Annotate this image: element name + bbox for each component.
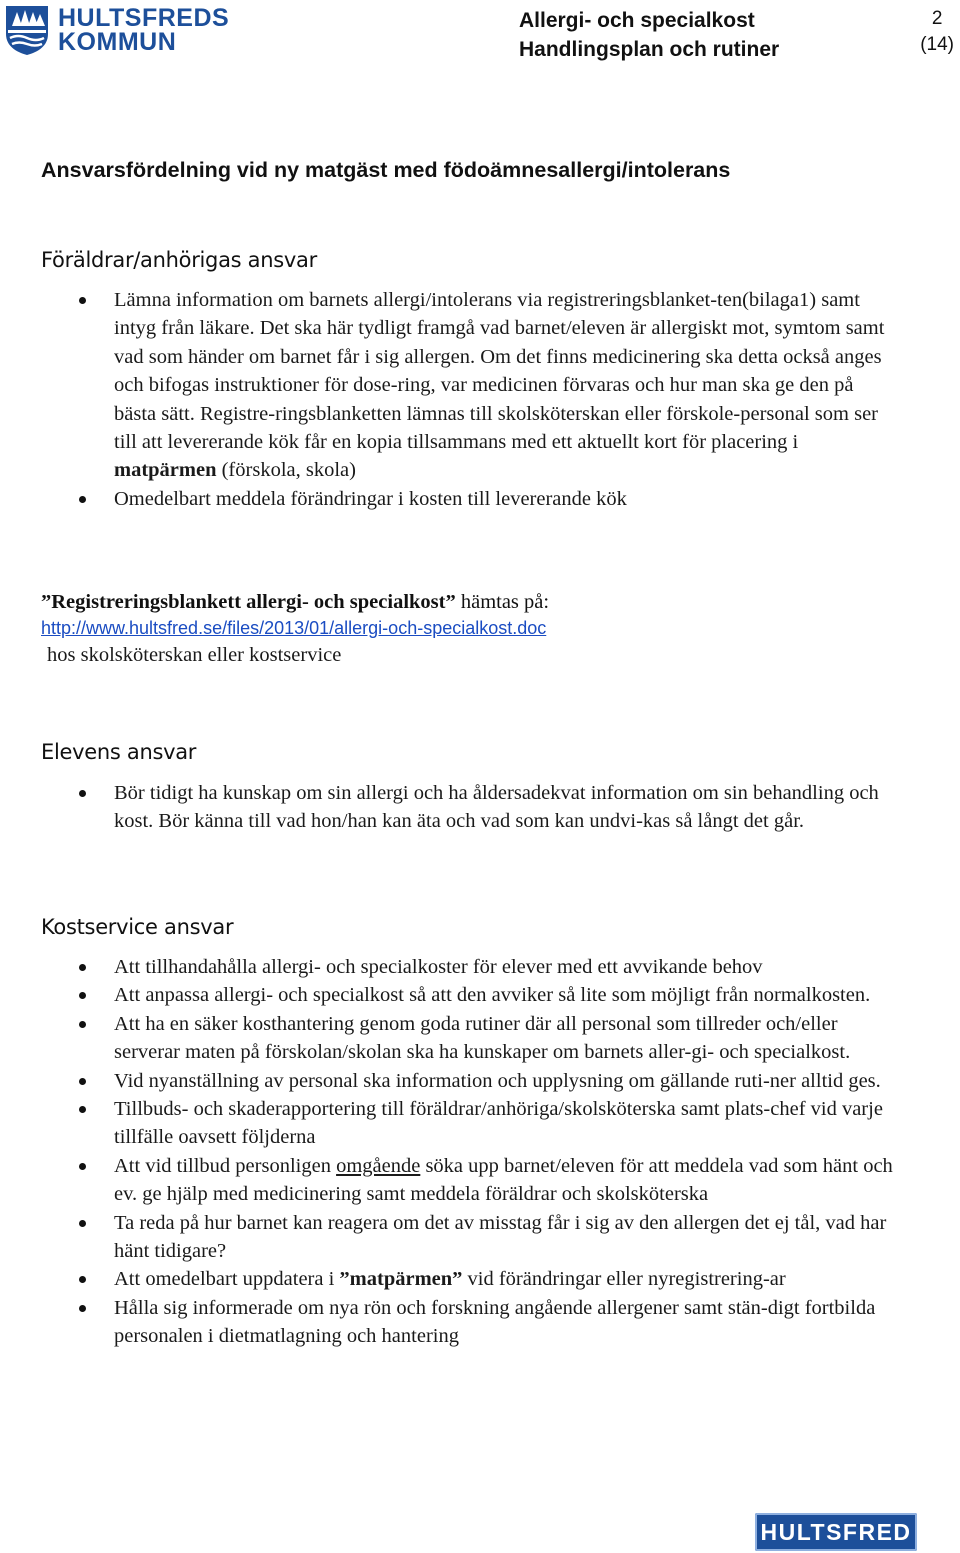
list-item	[0, 286, 896, 485]
list-item-text	[114, 1095, 896, 1152]
list-item	[0, 1152, 896, 1209]
list-item	[0, 981, 896, 1009]
bullet-icon	[79, 964, 86, 971]
item-text: Att omedelbart uppdatera i	[114, 1268, 340, 1291]
registration-fetch-text: hämtas på:	[455, 591, 550, 613]
coat-of-arms-icon	[4, 4, 50, 56]
list-item-text	[114, 1294, 896, 1351]
item-text: Att vid tillbud personligen	[114, 1154, 337, 1177]
bullet-icon	[79, 1078, 86, 1085]
bullet-icon	[79, 1220, 86, 1227]
bullet-icon	[79, 496, 86, 503]
list-item	[0, 1209, 896, 1266]
item-text: Tillbuds- och skaderapportering till föräldrar/anhöriga/skolsköterska samt plats-chef vid varje tillfälle oavsett följderna	[114, 1098, 883, 1149]
logo-line-1: HULTSFREDS	[58, 4, 230, 32]
document-title	[519, 6, 779, 64]
item-text: Bör tidigt ha kunskap om sin allergi och ha åldersadekvat information om sin behandling och kost. Bör känna till vad hon/han kan äta och vad som kan undvi-kas så långt det går.	[114, 782, 879, 833]
bullet-icon	[79, 1106, 86, 1113]
page-number: 2	[931, 8, 943, 29]
list-item-text	[114, 1010, 896, 1067]
parents-heading: Föräldrar/anhörigas ansvar	[41, 248, 317, 272]
item-text: Omedelbart meddela förändringar i kosten till levererande kök	[114, 487, 627, 510]
bullet-icon	[79, 992, 86, 999]
main-heading: Ansvarsfördelning vid ny matgäst med födoämnesallergi/intolerans	[41, 158, 731, 182]
student-heading: Elevens ansvar	[41, 740, 197, 764]
list-item-text	[114, 286, 896, 485]
parents-list	[0, 286, 960, 513]
registration-form-name: ”Registreringsblankett allergi- och specialkost”	[41, 591, 456, 613]
footer-logo-text: HULTSFRED	[760, 1519, 912, 1545]
kitchen-heading: Kostservice ansvar	[41, 915, 234, 939]
item-text: Att anpassa allergi- och specialkost så att den avviker så lite som möjligt från normalkosten.	[114, 984, 871, 1007]
title-line-2: Handlingsplan och rutiner	[519, 38, 780, 61]
item-underline: omgående	[336, 1154, 421, 1177]
list-item	[0, 1095, 896, 1152]
bullet-icon	[79, 1163, 86, 1170]
list-item-text	[114, 779, 896, 836]
page-total: (14)	[920, 34, 954, 55]
kitchen-list	[0, 953, 960, 1351]
list-item	[0, 485, 896, 513]
item-text: Att ha en säker kosthantering genom goda rutiner där all personal som tillreder och/eller serverar maten på förskolan/skolan ska ha kunskaper om barnets aller-gi- och specialkost.	[114, 1012, 851, 1064]
item-text: Hålla sig informerade om nya rön och forskning angående allergener samt stän-digt fortbilda personalen i dietmatlagning och hantering	[114, 1296, 876, 1348]
item-text: Ta reda på hur barnet kan reagera om det av misstag får i sig av den allergen det ej tål, vad har hänt tidigare?	[114, 1211, 887, 1263]
item-text: Vid nyanställning av personal ska information och upplysning om gällande ruti-ner alltid ges.	[114, 1069, 881, 1092]
registration-link[interactable]: http://www.hultsfred.se/files/2013/01/allergi-och-specialkost.doc	[41, 618, 547, 638]
bullet-icon	[79, 297, 86, 304]
list-item-text	[114, 953, 896, 981]
page-indicator	[920, 6, 954, 58]
item-emphasis: ”matpärmen”	[339, 1268, 463, 1291]
item-text-tail: vid förändringar eller nyregistrering-ar	[462, 1268, 786, 1291]
item-text: Lämna information om barnets allergi/intolerans via registreringsblanket-ten(bilaga1) samt intyg från läkare. Det ska här tydligt framgå vad barnet/eleven är allergiskt mot, symtom samt vad som händer om barnet får i sig allergen. Om det finns medicinering ska detta också anges och bifogas instruktioner för dose-ring, var medicinen förvaras och hur man ska ge den på bästa sätt. Registre-ringsblanketten lämnas till skolsköterskan eller förskole-personal som ser till att levererande kök får en kopia tillsammans med ett aktuellt kort för placering i	[114, 289, 885, 454]
list-item-text	[114, 485, 896, 513]
list-item-text	[114, 1067, 896, 1095]
municipality-logo	[4, 4, 229, 56]
footer-logo	[755, 1513, 917, 1551]
list-item	[0, 1265, 896, 1293]
registration-line	[41, 588, 549, 616]
item-emphasis: matpärmen	[114, 459, 217, 482]
item-text-tail: (förskola, skola)	[216, 459, 356, 482]
list-item	[0, 953, 896, 981]
list-item-text	[114, 1265, 896, 1293]
bullet-icon	[79, 1305, 86, 1312]
list-item	[0, 1010, 896, 1067]
logo-line-2: KOMMUN	[58, 28, 177, 56]
student-list	[0, 779, 960, 836]
item-text-tail: söka upp barnet/eleven för att meddela vad som hänt och ev. ge hjälp med medicinering samt meddela föräldrar och skolsköterska	[114, 1154, 893, 1206]
list-item	[0, 1294, 896, 1351]
item-text: Att tillhandahålla allergi- och specialkoster för elever med ett avvikande behov	[114, 956, 763, 978]
bullet-icon	[79, 1276, 86, 1283]
list-item-text	[114, 1209, 896, 1266]
list-item-text	[114, 1152, 896, 1209]
list-item-text	[114, 981, 896, 1009]
list-item	[0, 1067, 896, 1095]
list-item	[0, 779, 896, 836]
bullet-icon	[79, 790, 86, 797]
bullet-icon	[79, 1021, 86, 1028]
title-line-1: Allergi- och specialkost	[519, 9, 755, 32]
registration-location: hos skolsköterskan eller kostservice	[47, 644, 342, 666]
